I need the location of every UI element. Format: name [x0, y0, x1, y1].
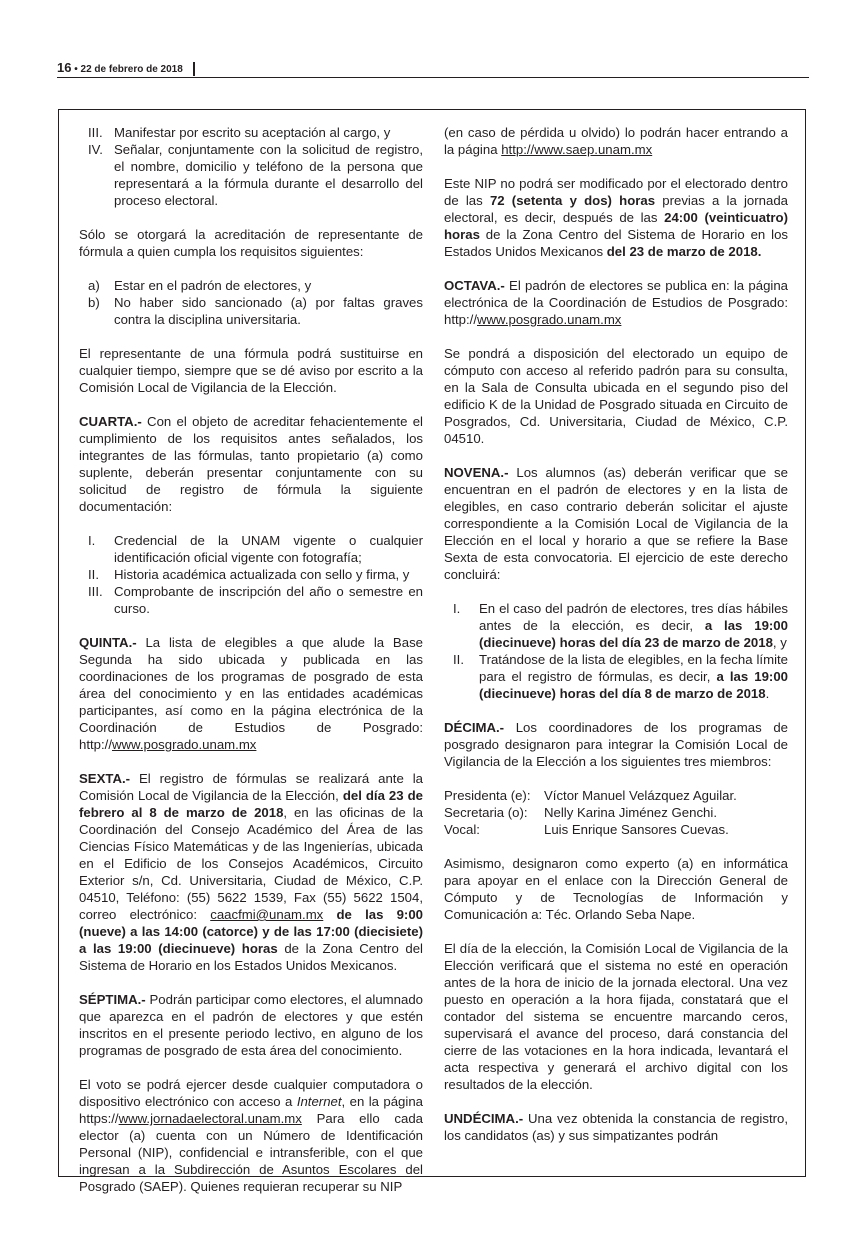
section-heading: CUARTA.- [79, 414, 142, 429]
list-item [444, 651, 788, 702]
email-link[interactable]: caacfmi@unam.mx [210, 907, 324, 922]
list-marker: a) [88, 278, 100, 293]
requirements-list-2 [79, 277, 423, 328]
member-row [444, 804, 788, 821]
list-item [444, 600, 788, 651]
requirements-list-1 [79, 124, 423, 209]
section-heading: DÉCIMA.- [444, 720, 505, 735]
list-item [79, 294, 423, 328]
documents-list [79, 532, 423, 617]
paragraph-equipo: Se pondrá a disposición del electorado un equipo de cómputo con acceso al referido padrón para su consulta, en la Sala de Consulta ubicada en el segundo piso del edificio K de la Unidad de Posgrado situada en Circuito de Posgrados, Cd. Universitaria, Ciudad de México, C.P. 04510. [444, 346, 788, 446]
header-divider [193, 62, 195, 76]
list-item [79, 583, 423, 617]
member-row [444, 787, 788, 804]
paragraph-asimismo: Asimismo, designaron como experto (a) en informática para apoyar en el enlace con la Dirección General de Cómputo y de Tecnologías de Información y Comunicación a: Téc. Orlando Seba Nape. [444, 856, 788, 922]
section-heading: SEXTA.- [79, 771, 131, 786]
paragraph-este [444, 175, 788, 260]
section-text: Podrán participar como electores, el alumnado que aparezca en el padrón de electores y que estén inscritos en el presente periodo lectivo, en alguno de los programas de posgrado de esta área del conocimiento. [79, 992, 423, 1058]
section-text: Este NIP no podrá ser modificado por el electorado dentro de las [444, 176, 788, 208]
right-column [444, 124, 788, 1144]
list-marker: I. [453, 601, 461, 616]
section-undecima [444, 1110, 788, 1144]
member-name: Nelly Karina Jiménez Genchi. [544, 805, 717, 820]
list-item [79, 141, 423, 209]
section-decima [444, 719, 788, 770]
section-bold: de las 9:00 (nueve) a las 14:00 (catorce) y de las 17:00 (diecisiete) a las 19:00 (diecinueve) horas [79, 907, 423, 956]
header-date: • 22 de febrero de 2018 [74, 64, 183, 75]
section-heading: OCTAVA.- [444, 278, 505, 293]
list-item [79, 124, 423, 141]
section-text: Los alumnos (as) deberán verificar que se encuentran en el padrón de electores y en la lista de elegibles, en caso contrario deberán solicitar el ajuste correspondiente a la Comisión Local de Vigilancia de la Elección en el local y horario a que se refiere la Base Sexta de esta convocatoria. El ejercicio de este derecho concluirá: [444, 465, 788, 582]
section-sexta [79, 770, 423, 974]
section-bold: del día 23 de febrero al 8 de marzo de 2018 [79, 788, 423, 820]
section-heading: UNDÉCIMA.- [444, 1111, 524, 1126]
section-novena [444, 464, 788, 583]
list-marker: III. [88, 584, 103, 599]
commission-members [444, 787, 788, 838]
list-text-part: En el caso del padrón de electores, tres días hábiles antes de la elección, es decir, [479, 601, 788, 633]
list-item [79, 532, 423, 566]
list-text-bold: a las 19:00 (diecinueve) horas del día 23 de marzo de 2018 [479, 618, 788, 650]
section-text: , en la página https:// [79, 1094, 423, 1126]
section-heading: NOVENA.- [444, 465, 509, 480]
section-cuarta [79, 413, 423, 515]
posgrado-link[interactable]: www.posgrado.unam.mx [477, 312, 622, 327]
list-text [479, 651, 788, 702]
member-name: Luis Enrique Sansores Cuevas. [544, 822, 729, 837]
list-text: Estar en el padrón de electores, y [114, 278, 312, 293]
list-marker: b) [88, 295, 100, 310]
paragraph: El representante de una fórmula podrá sustituirse en cualquier tiempo, siempre que se dé aviso por escrito a la Comisión Local de Vigilancia de la Elección. [79, 346, 423, 395]
section-quinta [79, 634, 423, 753]
member-row [444, 821, 788, 838]
section-octava [444, 277, 788, 328]
section-text: previas a la jornada electoral, es decir, después de las [444, 193, 788, 225]
section-text: Para ello cada elector (a) cuenta con un Número de Identificación Personal (NIP), confidencial e intransferible, con el que ingresan a la Subdirección de Asuntos Escolares del Posgrado (SAEP). Quienes requieran recuperar su NIP [79, 1111, 423, 1194]
list-marker: I. [88, 533, 96, 548]
member-role: Presidenta (e): [444, 788, 531, 803]
section-heading: SÉPTIMA.- [79, 992, 146, 1007]
section-bold: 72 (setenta y dos) horas [489, 193, 656, 208]
member-role: Secretaria (o): [444, 805, 528, 820]
section-bold: del 23 de marzo de 2018. [606, 244, 762, 259]
left-column [79, 124, 423, 1195]
paragraph-voto [79, 1076, 423, 1195]
list-text: Señalar, conjuntamente con la solicitud de registro, el nombre, domicilio y teléfono de la persona que representará a la fórmula durante el desarrollo del proceso electoral. [114, 142, 423, 208]
novena-list [444, 600, 788, 702]
paragraph-dia: El día de la elección, la Comisión Local de Vigilancia de la Elección verificará que el sistema no esté en operación antes de la hora de inicio de la jornada electoral. Una vez puesto en operación a la hora fijada, constatará que el contador del sistema se encuentre marcando ceros, supervisará el avance del proceso, dará constancia del cierre de las votaciones en la hora indicada, levantará el acta respectiva y generará el archivo digital con los resultados de la elección. [444, 941, 788, 1092]
list-text: Historia académica actualizada con sello y firma, y [114, 567, 410, 582]
list-text: Credencial de la UNAM vigente o cualquier identificación oficial vigente con fotografía; [114, 533, 423, 565]
list-item [79, 566, 423, 583]
section-text: Los coordinadores de los programas de posgrado designaron para integrar la Comisión Local de Vigilancia de la Elección a los siguientes tres miembros: [444, 720, 788, 769]
list-marker: IV. [88, 142, 103, 157]
list-marker: II. [453, 652, 464, 667]
section-italic: Internet [296, 1094, 342, 1109]
list-text-part: Tratándose de la lista de elegibles, en la fecha límite para el registro de fórmulas, es decir, [479, 652, 788, 684]
section-text: Con el objeto de acreditar fehacientemente el cumplimiento de los requisitos antes señalados, los integrantes de las fórmulas, tanto propietario (a) como suplente, deberán presentar conjuntamente con su solicitud de registro de fórmula la siguiente documentación: [79, 414, 423, 514]
list-text-bold: a las 19:00 (diecinueve) horas del día 8 de marzo de 2018 [479, 669, 788, 701]
list-text-part: , y [772, 635, 787, 650]
list-text: Comprobante de inscripción del año o semestre en curso. [114, 584, 423, 616]
section-text: El registro de fórmulas se realizará ante la Comisión Local de Vigilancia de la Elección, [79, 771, 423, 803]
section-text: (en caso de pérdida u olvido) lo podrán hacer entrando a la página [444, 125, 788, 157]
section-text: El padrón de electores se publica en: la página electrónica de la Coordinación de Estudios de Posgrado: http:// [444, 278, 788, 327]
list-text: No haber sido sancionado (a) por faltas graves contra la disciplina universitaria. [114, 295, 423, 327]
jornada-link[interactable]: www.jornadaelectoral.unam.mx [118, 1111, 302, 1126]
paragraph-nip [444, 124, 788, 158]
saep-link[interactable]: http://www.saep.unam.mx [501, 142, 653, 157]
paragraph: Sólo se otorgará la acreditación de representante de fórmula a quien cumpla los requisitos siguientes: [79, 227, 423, 259]
member-role: Vocal: [444, 822, 480, 837]
page-header [57, 60, 195, 76]
list-text [479, 600, 788, 651]
list-item [79, 277, 423, 294]
list-text-part: . [765, 686, 770, 701]
list-text: Manifestar por escrito su aceptación al cargo, y [114, 125, 391, 140]
section-bold: 24:00 (veinticuatro) horas [444, 210, 788, 242]
list-marker: III. [88, 125, 103, 140]
member-name: Víctor Manuel Velázquez Aguilar. [544, 788, 737, 803]
section-text: , en las oficinas de la Coordinación del Consejo Académico del Área de las Ciencias Físico Matemáticas y de las Ingenierías, ubicada en el Edificio de los Consejos Académicos, Circuito Exterior s/n, Cd. Universitaria, Ciudad de México, C.P. 04510, Teléfono: (55) 5622 1539, Fax (55) 5622 1504, correo electrónico: [79, 805, 423, 922]
section-text: de la Zona Centro del Sistema de Horario en los Estados Unidos Mexicanos [444, 227, 788, 259]
section-heading: QUINTA.- [79, 635, 137, 650]
posgrado-link[interactable]: www.posgrado.unam.mx [112, 737, 257, 752]
header-rule [57, 77, 809, 78]
section-text: de la Zona Centro del Sistema de Horario en los Estados Unidos Mexicanos. [79, 941, 423, 973]
section-text: El voto se podrá ejercer desde cualquier computadora o dispositivo electrónico con acceso a [79, 1077, 423, 1109]
page-number: 16 [57, 60, 72, 75]
section-text: Una vez obtenida la constancia de registro, los candidatos (as) y sus simpatizantes podrán [444, 1111, 788, 1143]
section-septima [79, 991, 423, 1059]
section-text: La lista de elegibles a que alude la Base Segunda ha sido ubicada y publicada en las coordinaciones de los programas de posgrado de esta área del conocimiento y en las entidades académicas participantes, así como en la página electrónica de la Coordinación de Estudios de Posgrado: http:// [79, 635, 423, 752]
list-marker: II. [88, 567, 99, 582]
